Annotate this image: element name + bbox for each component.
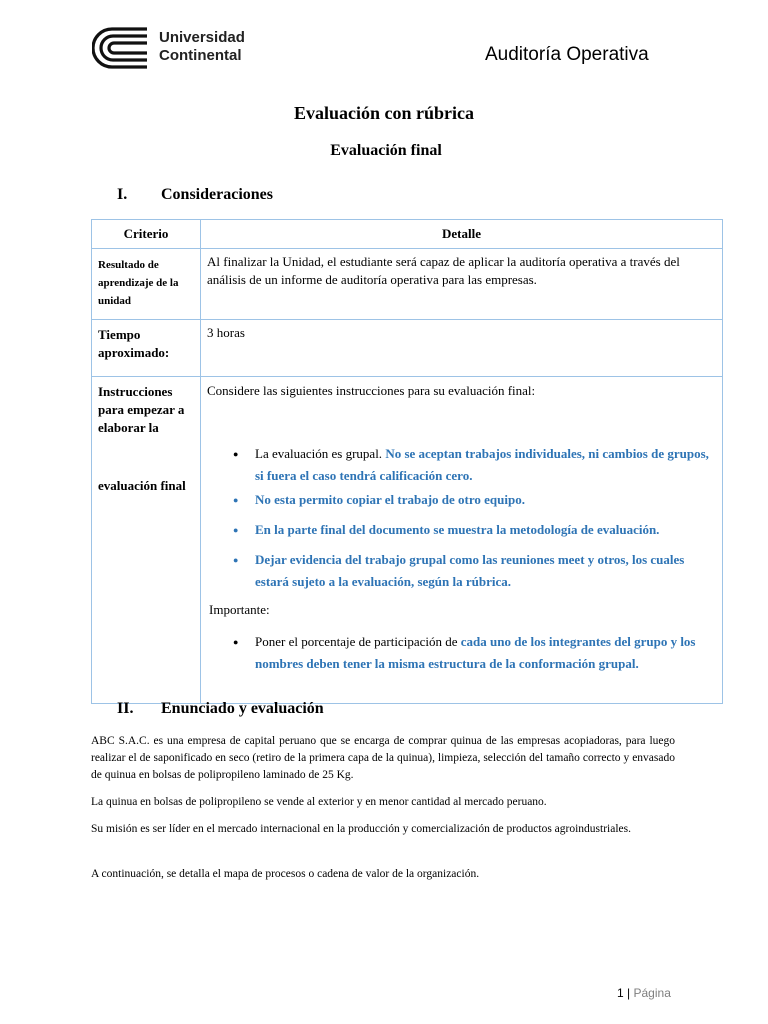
criterio-text: Instrucciones para empezar a elaborar la (98, 384, 185, 435)
university-name-line2: Continental (159, 47, 242, 64)
detalle-cell (201, 377, 723, 704)
list-item (207, 443, 716, 487)
detalle-cell: Al finalizar la Unidad, el estudiante será capaz de aplicar la auditoría operativa a través del análisis de un informe de auditoría operativa para las empresas. (201, 249, 723, 320)
table-row (92, 249, 723, 320)
paragraph: A continuación, se detalla el mapa de procesos o cadena de valor de la organización. (91, 868, 480, 880)
university-logo-icon (92, 26, 150, 70)
instructions-intro: Considere las siguientes instrucciones para su evaluación final: (207, 383, 536, 398)
list-item-highlight: No se aceptan trabajos individuales, ni cambios de grupos, si fuera el caso tendrá calificación cero. (255, 446, 709, 483)
criterio-cell (92, 377, 201, 704)
course-title: Auditoría Operativa (485, 44, 649, 65)
footer-separator: | (627, 986, 631, 1000)
document-subtitle: Evaluación final (330, 142, 442, 159)
page-number: 1 (617, 986, 624, 1000)
paragraph: La quinua en bolsas de polipropileno se vende al exterior y en menor cantidad al mercado peruano. (91, 796, 547, 808)
section-title: Enunciado y evaluación (161, 700, 324, 717)
column-header-criterio: Criterio (92, 220, 201, 249)
list-item: ● Dejar evidencia del trabajo grupal como las reuniones meet y otros, los cuales estará sujeto a la evaluación, según la rúbrica. (207, 549, 716, 593)
table-row (92, 377, 723, 704)
section-number: I. (117, 186, 128, 203)
paragraph: Su misión es ser líder en el mercado internacional en la producción y comercialización de productos agroindustriales. (91, 823, 631, 835)
table-header-row (92, 220, 723, 249)
list-item: ● En la parte final del documento se muestra la metodología de evaluación. (207, 519, 716, 541)
section-title: Consideraciones (161, 186, 273, 203)
important-list (207, 631, 716, 675)
page-header (0, 0, 768, 90)
detalle-cell: 3 horas (201, 320, 723, 377)
criterio-text: evaluación final (98, 478, 186, 493)
criterio-text: Resultado de aprendizaje de la unidad (98, 259, 179, 307)
column-header-detalle: Detalle (201, 220, 723, 249)
important-label: Importante: (209, 602, 270, 617)
rubric-table (91, 219, 723, 704)
document-title: Evaluación con rúbrica (293, 103, 474, 123)
list-item-highlight: cada uno de los integrantes del grupo y los nombres deben tener la misma estructura de la conformación grupal. (255, 634, 696, 671)
section-heading-consideraciones (117, 186, 273, 204)
instructions-list (207, 443, 716, 593)
criterio-cell (92, 249, 201, 320)
page-label: Página (633, 986, 671, 1000)
list-item-text: Poner el porcentaje de participación de (255, 634, 461, 649)
list-item-text: La evaluación es grupal. (255, 446, 386, 461)
section-heading-enunciado (117, 700, 324, 718)
page-footer (617, 986, 671, 1000)
section-number: II. (117, 700, 134, 717)
university-logo (92, 26, 252, 72)
criterio-cell: Tiempo aproximado: (92, 320, 201, 377)
list-item (207, 631, 716, 675)
university-name-line1: Universidad (159, 29, 245, 46)
paragraph: ABC S.A.C. es una empresa de capital peruano que se encarga de comprar quinua de las empresas acopiadoras, para luego realizar el de saponificado en seco (retiro de la primera capa de la quinua), limpieza, selección del tamaño correcto y envasado de quinua en bolsas de polipropileno laminado de 25 Kg. (91, 735, 675, 781)
list-item: ● No esta permito copiar el trabajo de otro equipo. (207, 489, 716, 511)
university-name (159, 29, 245, 65)
table-row (92, 320, 723, 377)
